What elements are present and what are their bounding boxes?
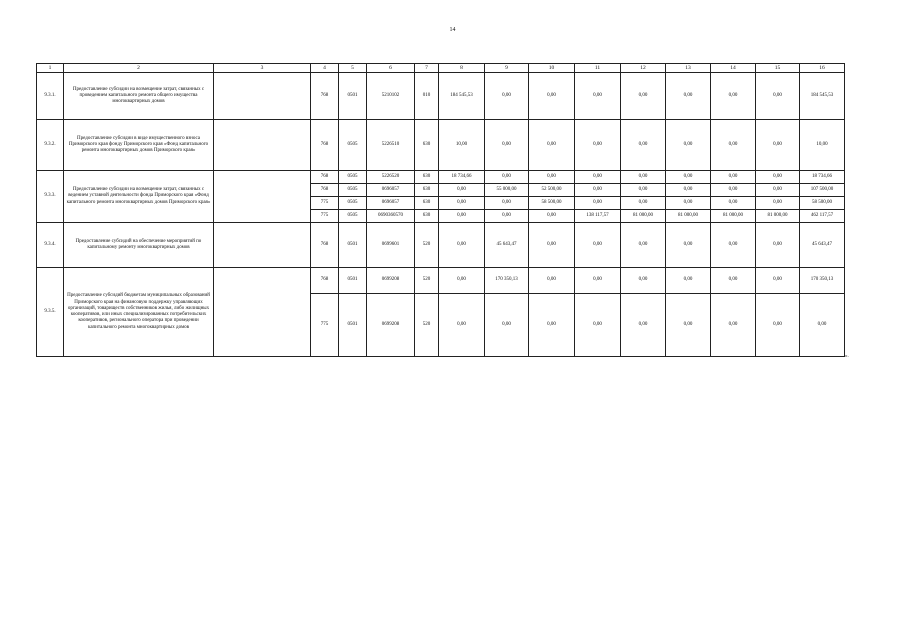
cell: 0,00 <box>711 73 756 120</box>
cell: 184 545,53 <box>439 73 485 120</box>
header-cell: 16 <box>800 64 845 73</box>
cell: 0,00 <box>485 197 529 210</box>
cell: 0,00 <box>756 171 800 184</box>
cell: 0,00 <box>711 294 756 357</box>
cell: 0,00 <box>666 73 711 120</box>
cell: 0,00 <box>666 171 711 184</box>
cell: 0505 <box>339 197 367 210</box>
empty-cell <box>214 268 311 357</box>
cell: 0699208 <box>367 268 415 294</box>
cell: 0,00 <box>666 294 711 357</box>
row-description: Предоставление субсидий бюджетам муниципальных образований Приморского края на финансовую поддержку управляющих организаций, товариществ собственников жилья, либо жилищных кооперативов, или иных специализированных потребительских кооперативов, регионального оператора при проведении капитального ремонта многоквартирных домов <box>64 268 214 357</box>
cell: 0501 <box>339 73 367 120</box>
cell: 775 <box>311 210 339 223</box>
cell: 0,00 <box>529 294 575 357</box>
cell: 775 <box>311 197 339 210</box>
cell: 0,00 <box>575 268 621 294</box>
cell: 184 545,53 <box>800 73 845 120</box>
empty-cell <box>214 171 311 223</box>
cell: 170 350,13 <box>800 268 845 294</box>
header-cell: 5 <box>339 64 367 73</box>
cell: 0501 <box>339 294 367 357</box>
cell: 0,00 <box>756 184 800 197</box>
header-cell: 2 <box>64 64 214 73</box>
cell: 0,00 <box>485 120 529 171</box>
cell: 0,00 <box>529 210 575 223</box>
cell: 462 117,57 <box>800 210 845 223</box>
cell: 0699208 <box>367 294 415 357</box>
closing-quote-mark: ». <box>845 354 849 359</box>
cell: 0,00 <box>666 268 711 294</box>
header-cell: 1 <box>37 64 64 73</box>
header-cell: 12 <box>621 64 666 73</box>
table-row <box>37 268 845 294</box>
cell: 0,00 <box>800 294 845 357</box>
cell: 0696057 <box>367 184 415 197</box>
table-row <box>37 73 845 120</box>
cell: 0,00 <box>575 120 621 171</box>
cell: 0690360570 <box>367 210 415 223</box>
cell: 58 500,00 <box>529 197 575 210</box>
table-row <box>37 171 845 184</box>
cell: 0,00 <box>711 120 756 171</box>
cell: 5226510 <box>367 120 415 171</box>
header-cell: 9 <box>485 64 529 73</box>
cell: 0,00 <box>575 184 621 197</box>
cell: 0,00 <box>485 171 529 184</box>
cell: 768 <box>311 223 339 268</box>
cell: 18 734,66 <box>439 171 485 184</box>
cell: 0,00 <box>711 223 756 268</box>
cell: 630 <box>415 120 439 171</box>
header-row <box>37 64 845 73</box>
cell: 0,00 <box>575 294 621 357</box>
cell: 81 000,00 <box>711 210 756 223</box>
row-description: Предоставление субсидии на возмещение затрат, связанных с ведением уставной деятельности фонда Приморского края «Фонд капитального ремонта многоквартирных домов Приморского края» <box>64 171 214 223</box>
cell: 0505 <box>339 184 367 197</box>
cell: 0,00 <box>439 210 485 223</box>
cell: 0,00 <box>621 294 666 357</box>
cell: 0,00 <box>711 268 756 294</box>
cell: 520 <box>415 223 439 268</box>
cell: 0501 <box>339 268 367 294</box>
cell: 0,00 <box>621 197 666 210</box>
cell: 0,00 <box>439 184 485 197</box>
cell: 55 000,00 <box>485 184 529 197</box>
cell: 81 000,00 <box>756 210 800 223</box>
cell: 0,00 <box>439 223 485 268</box>
cell: 0,00 <box>621 184 666 197</box>
header-cell: 14 <box>711 64 756 73</box>
row-number: 9.3.4. <box>37 223 64 268</box>
cell: 170 350,13 <box>485 268 529 294</box>
cell: 0,00 <box>756 197 800 210</box>
row-description: Предоставление субсидии на возмещение затрат, связанных с проведением капитального ремонта общего имущества многоквартирных домов <box>64 73 214 120</box>
cell: 768 <box>311 73 339 120</box>
row-description: Предоставление субсидий на обеспечение мероприятий по капитальному ремонту многоквартирных домов <box>64 223 214 268</box>
cell: 0,00 <box>621 120 666 171</box>
header-cell: 13 <box>666 64 711 73</box>
header-cell: 6 <box>367 64 415 73</box>
cell: 0,00 <box>666 223 711 268</box>
cell: 0,00 <box>756 73 800 120</box>
cell: 0,00 <box>439 294 485 357</box>
cell: 5210102 <box>367 73 415 120</box>
cell: 0,00 <box>621 171 666 184</box>
cell: 52 500,00 <box>529 184 575 197</box>
cell: 0,00 <box>621 73 666 120</box>
cell: 0505 <box>339 210 367 223</box>
cell: 0,00 <box>485 73 529 120</box>
cell: 768 <box>311 184 339 197</box>
row-description: Предоставление субсидии в виде имущественного взноса Приморского края фонду Приморского края «Фонд капитального ремонта многоквартирных домов Приморского края» <box>64 120 214 171</box>
cell: 10,00 <box>800 120 845 171</box>
cell: 0,00 <box>575 197 621 210</box>
cell: 45 643,47 <box>800 223 845 268</box>
header-cell: 4 <box>311 64 339 73</box>
cell: 0,00 <box>756 294 800 357</box>
cell: 0,00 <box>666 197 711 210</box>
cell: 0,00 <box>711 197 756 210</box>
cell: 0,00 <box>756 120 800 171</box>
cell: 768 <box>311 171 339 184</box>
cell: 520 <box>415 268 439 294</box>
cell: 0,00 <box>529 223 575 268</box>
cell: 0,00 <box>621 223 666 268</box>
cell: 768 <box>311 120 339 171</box>
cell: 0,00 <box>666 120 711 171</box>
cell: 0,00 <box>711 184 756 197</box>
cell: 10,00 <box>439 120 485 171</box>
cell: 138 117,57 <box>575 210 621 223</box>
cell: 0,00 <box>666 184 711 197</box>
row-number: 9.3.3. <box>37 171 64 223</box>
row-number: 9.3.5. <box>37 268 64 357</box>
cell: 45 643,47 <box>485 223 529 268</box>
cell: 0,00 <box>439 268 485 294</box>
cell: 0,00 <box>756 268 800 294</box>
cell: 107 500,00 <box>800 184 845 197</box>
header-cell: 11 <box>575 64 621 73</box>
row-number: 9.3.2. <box>37 120 64 171</box>
budget-table <box>36 63 845 357</box>
cell: 0501 <box>339 223 367 268</box>
cell: 0,00 <box>485 210 529 223</box>
cell: 0,00 <box>529 171 575 184</box>
cell: 0,00 <box>756 223 800 268</box>
header-cell: 8 <box>439 64 485 73</box>
cell: 0,00 <box>529 120 575 171</box>
cell: 0,00 <box>529 268 575 294</box>
cell: 0696057 <box>367 197 415 210</box>
row-number: 9.3.1. <box>37 73 64 120</box>
cell: 81 000,00 <box>666 210 711 223</box>
table-row <box>37 120 845 171</box>
header-cell: 7 <box>415 64 439 73</box>
cell: 630 <box>415 210 439 223</box>
cell: 0,00 <box>621 268 666 294</box>
page-number: 14 <box>449 27 456 33</box>
cell: 630 <box>415 171 439 184</box>
cell: 0,00 <box>485 294 529 357</box>
cell: 5226520 <box>367 171 415 184</box>
cell: 630 <box>415 197 439 210</box>
cell: 58 500,00 <box>800 197 845 210</box>
cell: 0,00 <box>575 171 621 184</box>
empty-cell <box>214 120 311 171</box>
cell: 768 <box>311 268 339 294</box>
cell: 520 <box>415 294 439 357</box>
empty-cell <box>214 73 311 120</box>
empty-cell <box>214 223 311 268</box>
header-cell: 10 <box>529 64 575 73</box>
cell: 0,00 <box>575 73 621 120</box>
cell: 0,00 <box>711 171 756 184</box>
cell: 775 <box>311 294 339 357</box>
cell: 630 <box>415 184 439 197</box>
cell: 0505 <box>339 120 367 171</box>
cell: 0,00 <box>439 197 485 210</box>
cell: 18 734,66 <box>800 171 845 184</box>
header-cell: 3 <box>214 64 311 73</box>
cell: 81 000,00 <box>621 210 666 223</box>
cell: 010 <box>415 73 439 120</box>
header-cell: 15 <box>756 64 800 73</box>
cell: 0,00 <box>575 223 621 268</box>
cell: 0,00 <box>529 73 575 120</box>
cell: 0505 <box>339 171 367 184</box>
table-row <box>37 223 845 268</box>
cell: 0699601 <box>367 223 415 268</box>
